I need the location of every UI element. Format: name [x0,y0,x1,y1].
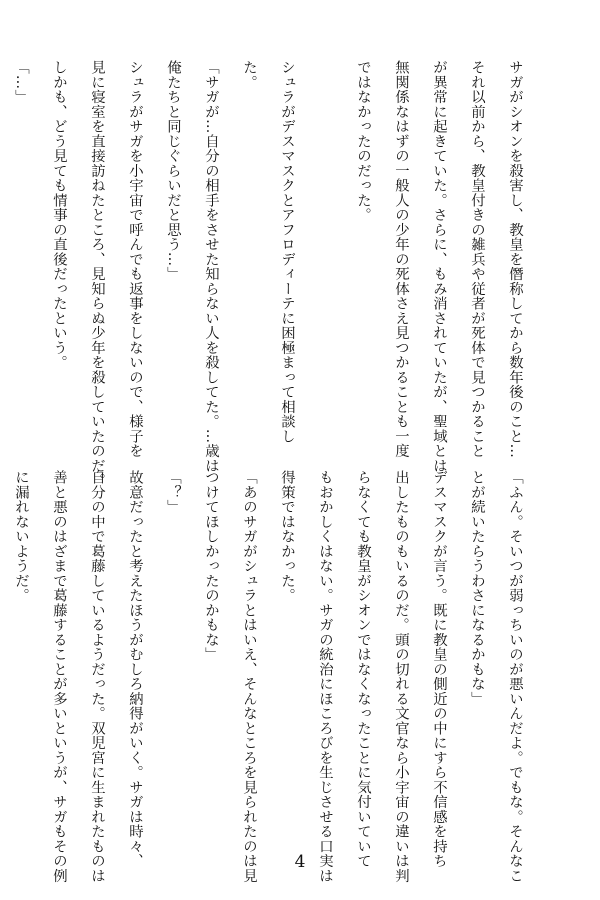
text-line: 「…」 [13,60,29,105]
lower-text-block [0,470,534,883]
text-line: しかも、どう見ても情事の直後だったという。 [51,60,67,370]
text-line [0,470,2,870]
text-line [306,60,344,460]
text-line: サガがシオンを殺害し、教皇を僭称してから数年後のこと… [507,60,523,459]
page-number: 4 [294,852,306,872]
text-line: シュラがサガを小宇宙で呼んでも返事をしないので、様子を [127,60,143,459]
text-line: つけてほしかったのかもな」 [203,470,219,662]
text-line: 故意だったと考えたほうがむしろ納得がいく。サガは時々、 [127,470,143,869]
text-line: 無関係なはずの一般人の少年の死体さえ見つかることも一度 [393,60,409,459]
text-line: 「？」 [165,470,181,515]
text-line: 出したものもいるのだ。頭の切れる文官なら小宇宙の違いは判 [393,470,409,883]
text-line: が異常に起きていた。さらに、もみ消されていたが、聖域とは [431,60,447,473]
text-line [0,60,2,460]
text-line: もおかしくはない。サガの統治にほころびを生じさせる口実は [317,470,333,883]
text-line: 俺たちと同じぐらいだと思う…」 [165,60,181,282]
text-line: シュラがデスマスクとアフロディーテに困極まって相談し [279,60,295,444]
text-line: とが続いたらうわさになるかもな」 [469,470,485,706]
text-line: デスマスクが言う。既に教皇の側近の中にすら不信感を持ち [431,470,447,869]
text-line: た。 [241,60,257,90]
text-line: それ以前から、教皇付きの雑兵や従者が死体で見つかること [469,60,485,459]
text-line: ではなかったのだった。 [355,60,371,223]
text-line: に漏れないようだ。 [13,470,29,603]
text-line: 得策ではなかった。 [279,470,295,603]
text-line: 善と悪のはざまで葛藤することが多いというが、サガもその例 [51,470,67,883]
text-line: 「あのサガがシュラとはいえ、そんなところを見られたのは見 [241,470,257,883]
text-line: 自分の中で葛藤しているようだった。双児宮に生まれたものは [89,470,105,883]
upper-text-block [0,60,534,488]
text-line: らなくても教皇がシオンではなくなったことに気付いていて [355,470,371,869]
text-line: 「サガが…自分の相手をさせた知らない人を殺してた。…歳は [203,60,219,473]
text-line: 「ふん。そいつが弱っちいのが悪いんだよ。でもな。そんなこ [507,470,523,883]
text-line: 見に寝室を直接訪ねたところ、見知らぬ少年を殺していたのだ。 [89,60,105,488]
